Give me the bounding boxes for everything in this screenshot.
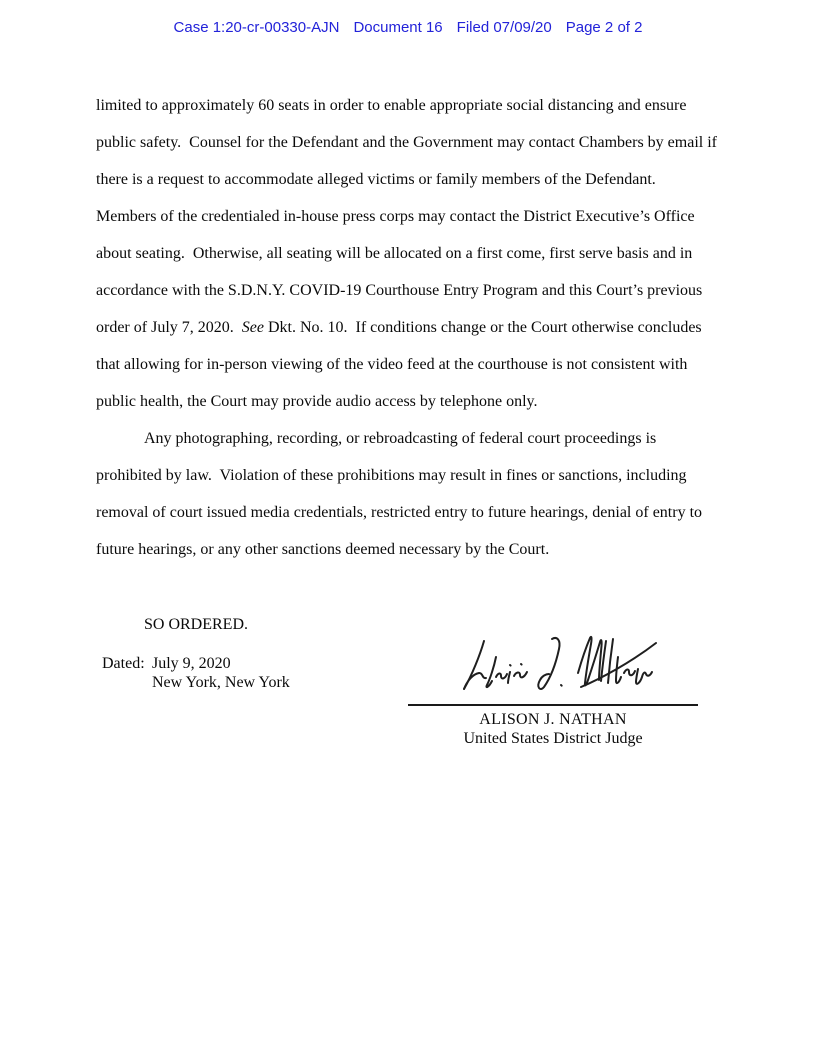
citation-post-text: Dkt. No. 10. If conditions change or the Court otherwise concludes <box>263 319 702 336</box>
signature-line <box>408 704 698 706</box>
pacer-stamp-header <box>0 19 816 36</box>
body-line: removal of court issued media credentials, restricted entry to future hearings, denial of entry to <box>96 504 703 521</box>
body-line: public safety. Counsel for the Defendant and the Government may contact Chambers by email if <box>96 134 717 151</box>
order-body <box>96 87 736 568</box>
see-citation: See <box>241 319 264 336</box>
body-line: that allowing for in-person viewing of the video feed at the courthouse is not consistent with <box>96 356 688 373</box>
case-number: Case 1:20-cr-00330-AJN <box>173 19 340 36</box>
body-line-paragraph-start: Any photographing, recording, or rebroadcasting of federal court proceedings is <box>144 430 657 447</box>
body-line: prohibited by law. Violation of these prohibitions may result in fines or sanctions, including <box>96 467 687 484</box>
body-line: Members of the credentialed in-house press corps may contact the District Executive’s Office <box>96 208 695 225</box>
signature-block <box>408 711 698 748</box>
dated-block <box>102 654 290 692</box>
judge-name: ALISON J. NATHAN <box>479 711 627 728</box>
dated-place: New York, New York <box>152 674 290 691</box>
body-line: public health, the Court may provide audio access by telephone only. <box>96 393 538 410</box>
page-indicator: Page 2 of 2 <box>565 19 643 36</box>
body-line: about seating. Otherwise, all seating will be allocated on a first come, first serve basis and in <box>96 245 693 262</box>
body-line-with-citation <box>96 309 736 346</box>
judge-signature <box>460 627 660 703</box>
body-line: accordance with the S.D.N.Y. COVID-19 Courthouse Entry Program and this Court’s previous <box>96 282 703 299</box>
handwritten-signature-icon <box>460 627 660 703</box>
filed-date: Filed 07/09/20 <box>456 19 552 36</box>
document-number: Document 16 <box>353 19 443 36</box>
body-line: future hearings, or any other sanctions deemed necessary by the Court. <box>96 541 550 558</box>
citation-pre-text: order of July 7, 2020. <box>96 319 242 336</box>
judge-title: United States District Judge <box>463 729 643 747</box>
dated-label: Dated: <box>102 655 145 672</box>
dated-date: July 9, 2020 <box>152 655 231 672</box>
so-ordered-text: SO ORDERED. <box>144 616 249 633</box>
body-line: limited to approximately 60 seats in order to enable appropriate social distancing and ensure <box>96 97 687 114</box>
body-line: there is a request to accommodate alleged victims or family members of the Defendant. <box>96 171 656 188</box>
